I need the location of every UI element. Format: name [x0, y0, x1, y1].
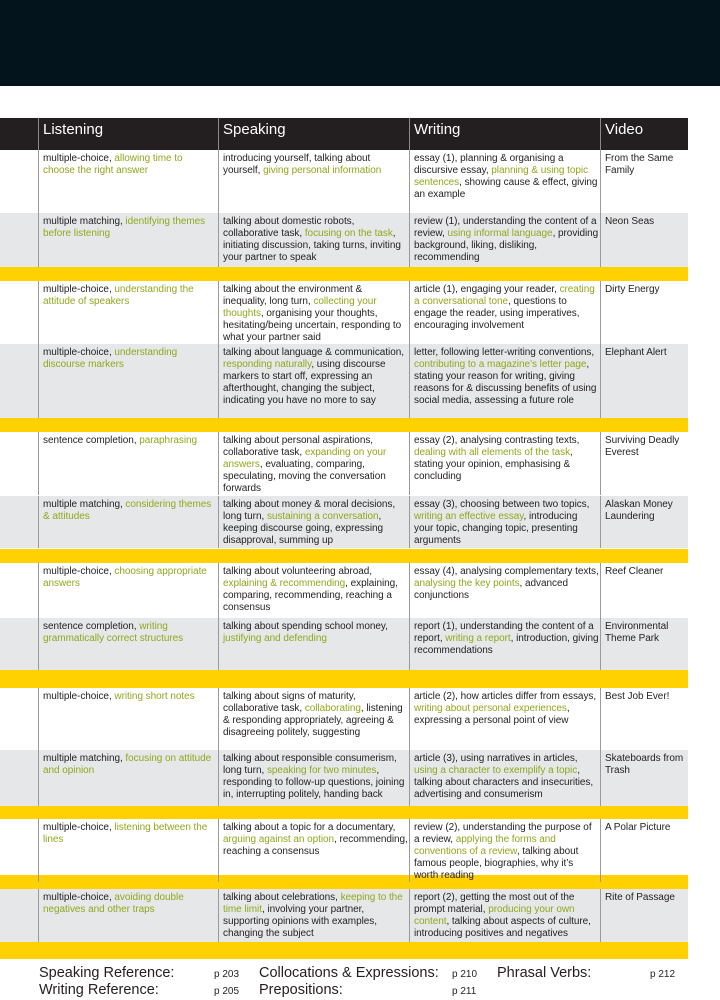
writing-cell: [409, 889, 601, 942]
header-writing: Writing: [409, 118, 601, 150]
unit-divider: [0, 670, 688, 688]
writing-cell: [409, 281, 601, 344]
listening-text: [39, 750, 219, 777]
video-text: Rite of Passage: [605, 892, 675, 903]
reference-page: p 211: [452, 986, 477, 997]
speaking-cell: [218, 281, 410, 344]
speaking-cell: [218, 819, 410, 882]
focus-skill: using informal language: [447, 228, 553, 240]
topic-text: , stating your reason for writing, giving reasons for & discussing benefits of using social media, assessing a future role: [414, 359, 597, 407]
writing-text: [410, 213, 601, 264]
listening-cell: [38, 688, 219, 750]
topic-text: talking about a topic for a documentary,: [223, 822, 396, 833]
focus-skill: keeping to the time limit: [223, 892, 403, 916]
listening-text: [39, 496, 219, 523]
topic-text: multiple-choice,: [43, 822, 115, 833]
video-cell: [600, 563, 689, 618]
focus-skill: paraphrasing: [139, 435, 198, 446]
video-text: Neon Seas: [605, 216, 655, 227]
listening-cell: [38, 750, 219, 806]
unit-cell: [0, 889, 38, 942]
focus-skill: understanding the attitude of speakers: [43, 284, 194, 308]
reference-label: Phrasal Verbs:: [497, 965, 592, 981]
focus-skill: justifying and defending: [223, 633, 327, 645]
table-row: [0, 496, 688, 548]
focus-skill: responding naturally: [223, 359, 312, 371]
table-row: [0, 563, 688, 618]
focus-skill: identifying themes before listening: [43, 216, 206, 240]
topic-text: sentence completion,: [43, 435, 140, 446]
table-row: [0, 213, 688, 267]
focus-skill: avoiding double negatives and other traps: [43, 892, 184, 916]
topic-text: talking about the environment & inequality, long turn,: [223, 284, 363, 308]
unit-cell: [0, 344, 38, 418]
topic-text: , talking about famous people, biographies, why it’s worth reading: [414, 846, 579, 882]
video-text: Dirty Energy: [605, 284, 660, 295]
listening-cell: [38, 618, 219, 670]
table-row: [0, 150, 688, 213]
video-cell: [600, 213, 689, 267]
topic-text: report (1), understanding the content of a report,: [414, 621, 594, 645]
topic-text: talking about money & moral decisions, long turn,: [223, 499, 396, 523]
table-row: [0, 281, 688, 344]
topic-text: multiple-choice,: [43, 347, 115, 358]
unit-cell: [0, 688, 38, 750]
speaking-cell: [218, 496, 410, 548]
topic-text: review (1), understanding the content of a review,: [414, 216, 597, 240]
video-text: Surviving Deadly Everest: [605, 435, 680, 459]
focus-skill: explaining & recommending: [223, 578, 346, 590]
focus-skill: collecting your thoughts: [223, 296, 377, 320]
listening-cell: [38, 432, 219, 495]
writing-text: [410, 344, 601, 407]
video-cell: [600, 432, 689, 495]
writing-text: [410, 618, 601, 657]
unit-cell: [0, 496, 38, 548]
topic-text: , advanced conjunctions: [414, 578, 568, 602]
writing-text: [410, 563, 601, 602]
topic-text: , showing cause & effect, giving an example: [414, 177, 598, 201]
unit-cell: [0, 281, 38, 344]
topic-text: , involving your partner, supporting opinions with examples, changing the subject: [223, 904, 377, 940]
topic-text: , explaining, comparing, recommending, reaching a consensus: [223, 578, 398, 614]
listening-text: [39, 150, 219, 177]
video-text: Environmental Theme Park: [605, 621, 669, 645]
speaking-text: [219, 432, 410, 495]
listening-cell: [38, 563, 219, 618]
speaking-text: [219, 688, 410, 739]
topic-text: , introduction, giving recommendations: [414, 633, 599, 657]
header-listening: Listening: [38, 118, 219, 150]
speaking-cell: [218, 150, 410, 213]
focus-skill: speaking for two minutes: [266, 765, 377, 777]
unit-divider: [0, 942, 688, 959]
topic-text: report (2), getting the most out of the prompt material,: [414, 892, 575, 916]
topic-text: talking about volunteering abroad,: [223, 566, 372, 577]
listening-cell: [38, 281, 219, 344]
topic-text: talking about celebrations,: [223, 892, 341, 903]
topic-text: , evaluating, comparing, speculating, moving the conversation forwards: [223, 459, 386, 495]
topic-text: letter, following letter-writing conventions,: [414, 347, 595, 358]
table-row: [0, 618, 688, 670]
topic-text: multiple-choice,: [43, 284, 115, 295]
reference-page: p 212: [650, 969, 676, 980]
focus-skill: listening between the lines: [43, 822, 208, 846]
focus-skill: contributing to a magazine’s letter page: [414, 359, 587, 371]
speaking-text: [219, 496, 410, 547]
topic-text: , expressing a personal point of view: [414, 703, 570, 727]
listening-cell: [38, 819, 219, 882]
speaking-cell: [218, 344, 410, 418]
video-cell: [600, 618, 689, 670]
listening-text: [39, 344, 219, 371]
reference-page: p 205: [214, 986, 240, 997]
topic-text: essay (4), analysing complementary texts,: [414, 566, 599, 577]
topic-text: talking about signs of maturity, collaborative task,: [223, 691, 356, 715]
speaking-cell: [218, 213, 410, 267]
speaking-text: [219, 889, 410, 940]
writing-text: [410, 281, 601, 332]
top-banner: [0, 0, 720, 86]
focus-skill: writing about personal experiences: [414, 703, 567, 715]
writing-cell: [409, 688, 601, 750]
topic-text: sentence completion,: [43, 621, 140, 632]
focus-skill: producing your own content: [414, 904, 575, 928]
writing-cell: [409, 344, 601, 418]
speaking-text: [219, 819, 410, 858]
topic-text: , talking about aspects of culture, introducing positives and negatives: [414, 916, 591, 940]
writing-cell: [409, 496, 601, 548]
focus-skill: dealing with all elements of the task: [414, 447, 571, 459]
listening-cell: [38, 150, 219, 213]
focus-skill: writing grammatically correct structures: [43, 621, 184, 645]
focus-skill: giving personal information: [263, 165, 382, 177]
speaking-cell: [218, 688, 410, 750]
table-row: [0, 889, 688, 942]
topic-text: , recommending, reaching a consensus: [223, 834, 408, 858]
topic-text: talking about spending school money,: [223, 621, 388, 632]
unit-cell: [0, 819, 38, 882]
topic-text: essay (3), choosing between two topics,: [414, 499, 590, 510]
topic-text: review (2), understanding the purpose of a review,: [414, 822, 592, 846]
unit-divider: [0, 418, 688, 432]
topic-text: , organising your thoughts, hesitating/being uncertain, responding to what your partner said: [223, 308, 402, 344]
topic-text: talking about responsible consumerism, long turn,: [223, 753, 397, 777]
listening-cell: [38, 213, 219, 267]
focus-skill: expanding on your answers: [223, 447, 387, 471]
listening-text: [39, 563, 219, 590]
video-cell: [600, 889, 689, 942]
focus-skill: choosing appropriate answers: [43, 566, 207, 590]
speaking-text: [219, 563, 410, 614]
writing-cell: [409, 563, 601, 618]
writing-cell: [409, 213, 601, 267]
focus-skill: writing short notes: [114, 691, 195, 702]
table-row: [0, 344, 688, 418]
topic-text: , keeping discourse going, expressing disapproval, summing up: [223, 511, 384, 547]
writing-text: [410, 496, 601, 547]
topic-text: , providing background, liking, disliking, recommending: [414, 228, 599, 264]
topic-text: talking about language & communication,: [223, 347, 404, 358]
listening-cell: [38, 344, 219, 418]
table-row: [0, 819, 688, 882]
topic-text: multiple matching,: [43, 499, 126, 510]
writing-text: [410, 750, 601, 801]
topic-text: article (3), using narratives in articles,: [414, 753, 578, 764]
focus-skill: using a character to exemplify a topic: [414, 765, 578, 777]
video-cell: [600, 750, 689, 806]
writing-cell: [409, 750, 601, 806]
writing-text: [410, 432, 601, 483]
reference-page: p 203: [214, 969, 240, 980]
writing-text: [410, 150, 601, 201]
topic-text: , initiating discussion, taking turns, inviting your partner to speak: [223, 228, 401, 264]
table-row: [0, 432, 688, 495]
focus-skill: collaborating: [304, 703, 361, 715]
header-video: Video: [600, 118, 689, 150]
video-text: Reef Cleaner: [605, 566, 664, 577]
focus-skill: sustaining a conversation: [266, 511, 379, 523]
focus-skill: creating a conversational tone: [414, 284, 595, 308]
topic-text: , questions to engage the reader, using imperatives, encouraging involvement: [414, 296, 580, 332]
topic-text: talking about personal aspirations, collaborative task,: [223, 435, 374, 459]
header-unit-cell: [0, 118, 38, 150]
writing-cell: [409, 618, 601, 670]
listening-text: [39, 281, 219, 308]
listening-text: [39, 688, 219, 703]
reference-label: Prepositions:: [259, 982, 343, 998]
topic-text: article (1), engaging your reader,: [414, 284, 560, 295]
writing-text: [410, 688, 601, 727]
unit-cell: [0, 618, 38, 670]
table-header-row: [0, 118, 688, 150]
topic-text: multiple matching,: [43, 753, 126, 764]
focus-skill: analysing the key points: [414, 578, 520, 590]
topic-text: essay (1), planning & organising a discursive essay,: [414, 153, 564, 177]
focus-skill: planning & using topic sentences: [414, 165, 589, 189]
video-text: Best Job Ever!: [605, 691, 670, 702]
speaking-text: [219, 150, 410, 177]
topic-text: , talking about characters and insecurities, advertising and consumerism: [414, 765, 594, 801]
focus-skill: writing a report: [445, 633, 511, 645]
focus-skill: arguing against an option: [223, 834, 335, 846]
focus-skill: applying the forms and conventions of a review: [414, 834, 556, 858]
focus-skill: considering themes & attitudes: [43, 499, 212, 523]
speaking-cell: [218, 563, 410, 618]
listening-text: [39, 819, 219, 846]
topic-text: talking about domestic robots, collaborative task,: [223, 216, 355, 240]
header-speaking: Speaking: [218, 118, 410, 150]
listening-text: [39, 618, 219, 645]
unit-cell: [0, 563, 38, 618]
writing-cell: [409, 150, 601, 213]
speaking-text: [219, 344, 410, 407]
writing-cell: [409, 432, 601, 495]
speaking-text: [219, 213, 410, 264]
speaking-text: [219, 618, 410, 645]
topic-text: , listening & responding appropriately, agreeing & disagreeing politely, suggesting: [223, 703, 403, 739]
focus-skill: writing an effective essay: [414, 511, 524, 523]
video-cell: [600, 496, 689, 548]
video-text: Alaskan Money Laundering: [605, 499, 673, 523]
topic-text: multiple-choice,: [43, 691, 115, 702]
topic-text: article (2), how articles differ from essays,: [414, 691, 597, 702]
focus-skill: focusing on the task: [304, 228, 393, 240]
video-text: Skateboards from Trash: [605, 753, 684, 777]
topic-text: , using discourse markers to start off, expressing an afterthought, changing the subject, indicating you have no more to say: [223, 359, 386, 407]
video-text: A Polar Picture: [605, 822, 671, 833]
topic-text: , stating your opinion, emphasising & concluding: [414, 447, 573, 483]
reference-label: Speaking Reference:: [39, 965, 175, 981]
writing-text: [410, 889, 601, 940]
table-row: [0, 688, 688, 750]
listening-cell: [38, 496, 219, 548]
listening-text: [39, 432, 219, 447]
listening-cell: [38, 889, 219, 942]
listening-text: [39, 213, 219, 240]
video-cell: [600, 688, 689, 750]
video-cell: [600, 819, 689, 882]
focus-skill: focusing on attitude and opinion: [43, 753, 212, 777]
unit-divider: [0, 549, 688, 563]
topic-text: multiple-choice,: [43, 892, 115, 903]
table-row: [0, 750, 688, 806]
video-text: Elephant Alert: [605, 347, 667, 358]
reference-page: p 210: [452, 969, 478, 980]
speaking-cell: [218, 750, 410, 806]
topic-text: multiple-choice,: [43, 153, 115, 164]
topic-text: , introducing your topic, changing topic, presenting arguments: [414, 511, 578, 547]
speaking-cell: [218, 432, 410, 495]
reference-label: Collocations & Expressions:: [259, 965, 439, 981]
video-text: From the Same Family: [605, 153, 674, 177]
unit-cell: [0, 150, 38, 213]
speaking-text: [219, 281, 410, 344]
unit-cell: [0, 213, 38, 267]
writing-cell: [409, 819, 601, 882]
focus-skill: allowing time to choose the right answer: [43, 153, 183, 177]
topic-text: multiple-choice,: [43, 566, 115, 577]
video-cell: [600, 281, 689, 344]
video-cell: [600, 344, 689, 418]
topic-text: essay (2), analysing contrasting texts,: [414, 435, 580, 446]
unit-cell: [0, 432, 38, 495]
topic-text: introducing yourself, talking about yourself,: [223, 153, 371, 177]
writing-text: [410, 819, 601, 882]
speaking-cell: [218, 889, 410, 942]
focus-skill: understanding discourse markers: [43, 347, 178, 371]
topic-text: , responding to follow-up questions, joining in, interrupting politely, handing back: [223, 765, 405, 801]
topic-text: multiple matching,: [43, 216, 126, 227]
speaking-cell: [218, 618, 410, 670]
video-cell: [600, 150, 689, 213]
unit-cell: [0, 750, 38, 806]
reference-label: Writing Reference:: [39, 982, 159, 998]
listening-text: [39, 889, 219, 916]
speaking-text: [219, 750, 410, 801]
unit-divider: [0, 267, 688, 281]
